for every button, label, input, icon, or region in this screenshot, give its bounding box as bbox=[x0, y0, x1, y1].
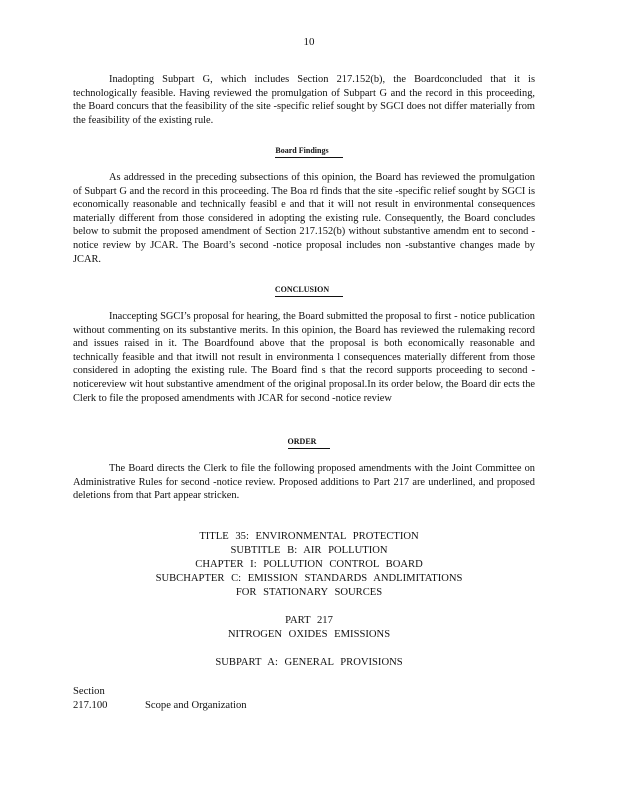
paragraph-board-findings: As addressed in the preceding subsections of this opinion, the Board has reviewed the promulgation of Subpart G and the record in this proceeding. The Boa rd finds that the site -specific relief sought by SGCI is economically reasonable and technically feasibl e and that it will not result in environmental consequences materially different from those considered in adopting the existing rule. Consequently, the Board concludes below to submit the proposed amendment of Section 217.152(b) without substantive amendm ent to second -notice review by JCAR. The Board’s second -notice proposal includes non -substantive changes made by JCAR. bbox=[73, 172, 535, 265]
part-title-line: NITROGEN OXIDES EMISSIONS bbox=[227, 629, 391, 640]
subchapter-continuation-line: FOR STATIONARY SOURCES bbox=[235, 587, 383, 598]
subtitle-line: SUBTITLE B: AIR POLLUTION bbox=[230, 545, 388, 556]
section-column-label: Section bbox=[73, 686, 105, 697]
section-row bbox=[73, 699, 247, 713]
paragraph-feasibility: Inadopting Subpart G, which includes Section 217.152(b), the Boardconcluded that it is technologically feasible. Having reviewed the promulgation of Subpart G and the record in this proceeding, the Board concurs that the feasibility of the site -specific relief sought by SGCI does not differ materially from the feasibility of the existing rule. bbox=[73, 74, 535, 126]
heading-order bbox=[0, 437, 618, 449]
part-number-line: PART 217 bbox=[285, 615, 333, 626]
page-number: 10 bbox=[303, 36, 315, 48]
heading-board-findings bbox=[0, 146, 618, 158]
heading-order-text: ORDER bbox=[288, 437, 331, 449]
subpart-line: SUBPART A: GENERAL PROVISIONS bbox=[215, 657, 403, 668]
paragraph-conclusion: Inaccepting SGCI’s proposal for hearing, the Board submitted the proposal to first - notice publication without commenting on its substantive merits. In this opinion, the Board has reviewed the rulemaking record and issues raised in it. The Boardfound above that the proposal is both economically reasonable and technically feasible and that itwill not result in environmenta l consequences materially different from those considered in adopting the existing rule. The Board find s that the record supports proceeding to second -noticereview wit hout substantive amendment of the original proposal.In its order below, the Board dir ects the Clerk to file the proposed amendments with JCAR for second -notice review bbox=[73, 311, 535, 404]
heading-board-findings-text: Board Findings bbox=[275, 146, 342, 158]
heading-conclusion-text: CONCLUSION bbox=[275, 285, 343, 297]
section-number: 217.100 bbox=[73, 700, 108, 711]
subchapter-line: SUBCHAPTER C: EMISSION STANDARDS ANDLIMITATIONS bbox=[155, 573, 463, 584]
heading-conclusion bbox=[0, 285, 618, 297]
chapter-line: CHAPTER I: POLLUTION CONTROL BOARD bbox=[195, 559, 423, 570]
section-title: Scope and Organization bbox=[145, 700, 247, 711]
paragraph-order: The Board directs the Clerk to file the following proposed amendments with the Joint Committee on Administrative Rules for second -notice review. Proposed additions to Part 217 are underlined, and proposed deletions from that Part appear stricken. bbox=[73, 463, 535, 502]
title-line: TITLE 35: ENVIRONMENTAL PROTECTION bbox=[199, 531, 419, 542]
